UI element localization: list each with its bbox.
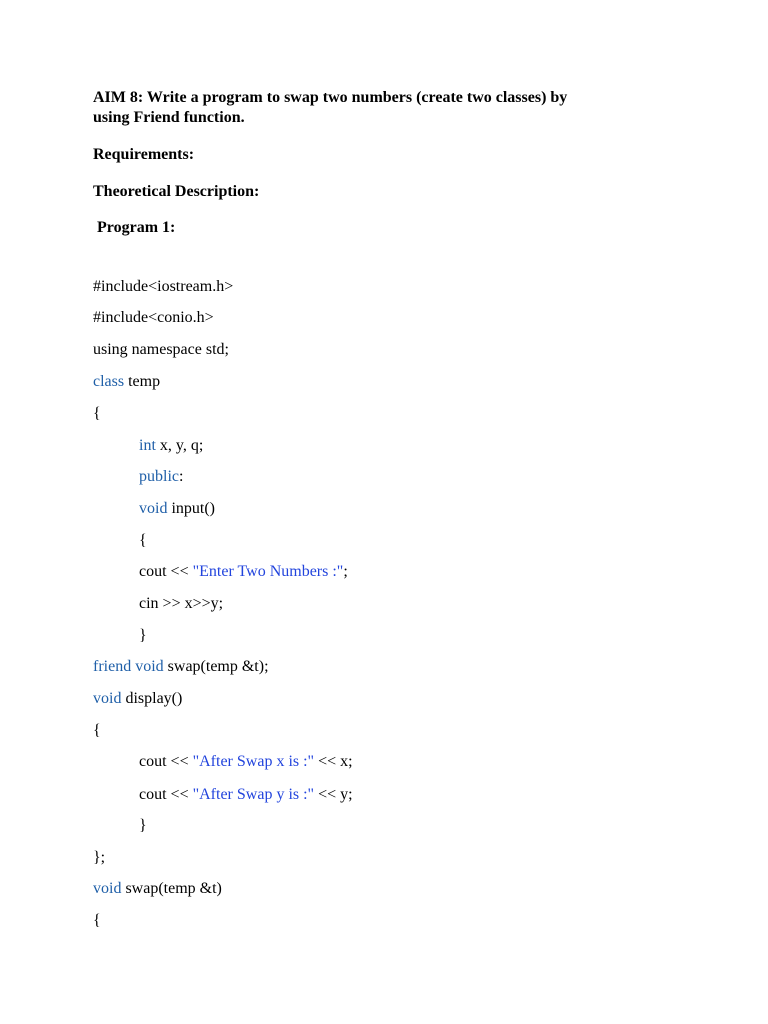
code-text: ; [343, 563, 348, 580]
code-line: using namespace std; [93, 341, 229, 358]
code-text: swap(temp &t); [163, 658, 269, 675]
code-line: cin >> x>>y; [139, 595, 224, 612]
code-text: swap(temp &t) [121, 880, 222, 897]
code-line [93, 689, 182, 709]
theoretical-description-heading: Theoretical Description: [93, 183, 260, 200]
code-line: }; [93, 849, 106, 866]
code-keyword: class [93, 373, 125, 390]
code-line [139, 436, 203, 456]
code-text: cout << [139, 786, 193, 803]
code-keyword: public [139, 468, 179, 485]
program-title: Program 1: [97, 219, 176, 236]
code-text: temp [124, 373, 161, 390]
aim-heading-line-2: using Friend function. [93, 109, 245, 126]
code-line: } [139, 817, 147, 834]
code-string: "After Swap y is :" [192, 786, 315, 803]
code-line: } [139, 627, 147, 644]
code-keyword: void [135, 658, 164, 675]
code-line: { [139, 532, 147, 549]
code-keyword: void [93, 880, 122, 897]
code-string: "After Swap x is :" [192, 753, 315, 770]
code-line: #include<iostream.h> [93, 278, 234, 295]
code-line [93, 879, 222, 899]
code-line: #include<conio.h> [93, 309, 214, 326]
code-line: { [93, 912, 101, 929]
code-line: { [93, 722, 101, 739]
code-text: display() [121, 690, 183, 707]
code-keyword: void [93, 690, 122, 707]
code-keyword: int [139, 437, 156, 454]
code-line [139, 785, 353, 805]
code-line [139, 467, 183, 487]
code-line [139, 562, 348, 582]
aim-heading-line-1: AIM 8: Write a program to swap two numbers (create two classes) by [93, 89, 568, 106]
code-string: "Enter Two Numbers :" [192, 563, 344, 580]
code-line [93, 657, 269, 677]
code-text: << x; [314, 753, 353, 770]
code-text: x, y, q; [155, 437, 204, 454]
code-text: input() [167, 500, 215, 517]
code-line [139, 499, 215, 519]
code-keyword: friend [93, 658, 132, 675]
code-text: << y; [314, 786, 353, 803]
code-line [93, 372, 160, 392]
code-line [139, 752, 353, 772]
code-text: cout << [139, 563, 193, 580]
code-keyword: void [139, 500, 168, 517]
requirements-heading: Requirements: [93, 146, 195, 163]
code-text: cout << [139, 753, 193, 770]
code-line: { [93, 405, 101, 422]
code-text: : [179, 468, 184, 485]
